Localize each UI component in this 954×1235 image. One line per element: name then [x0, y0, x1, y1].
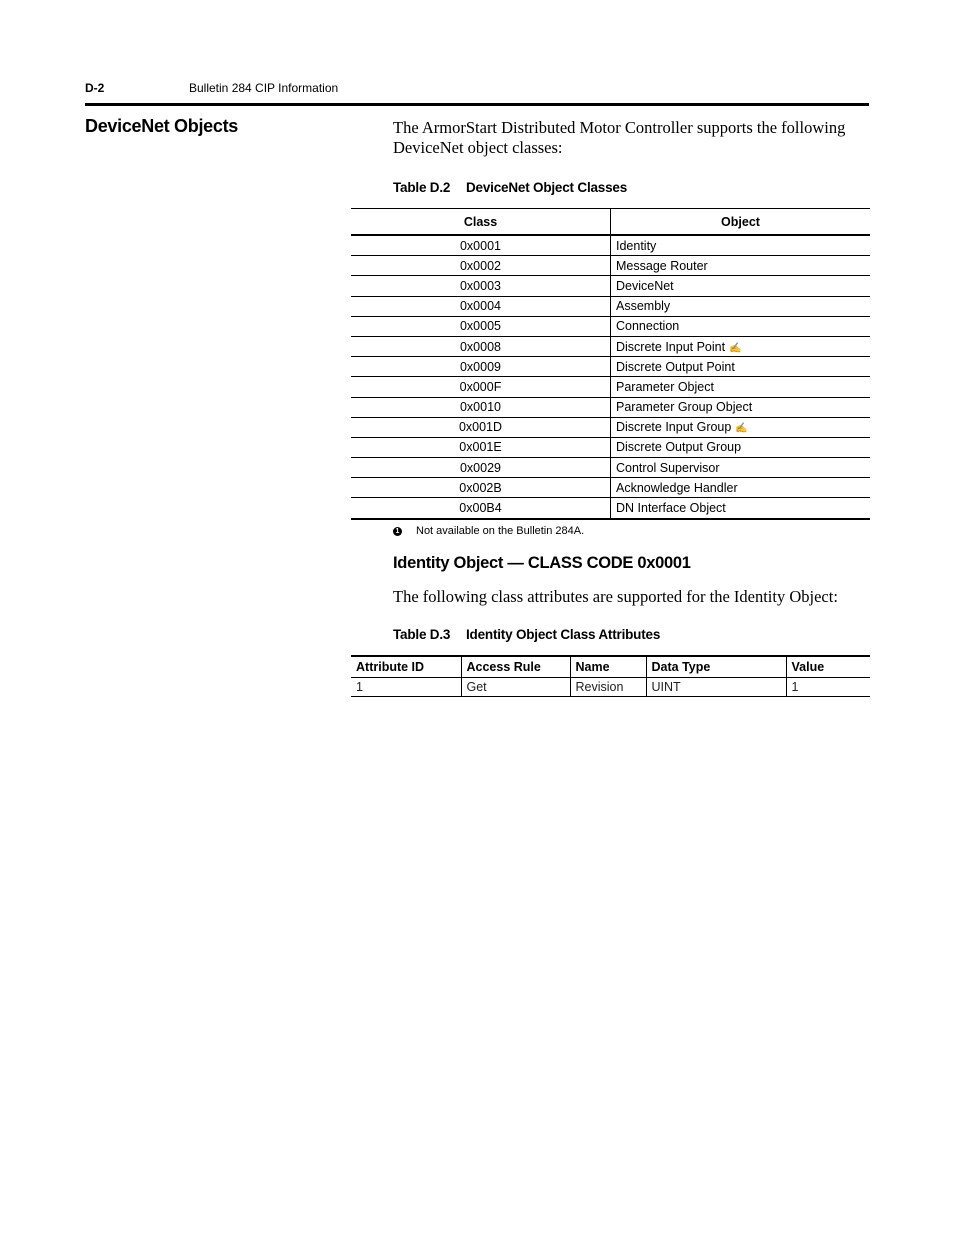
object-name-cell [611, 397, 871, 417]
object-name: Acknowledge Handler [616, 480, 738, 495]
note-pencil-icon: ✍ [729, 342, 742, 354]
identity-object-title: Identity Object — CLASS CODE 0x0001 [393, 554, 691, 572]
object-name: Assembly [616, 299, 671, 314]
object-name: Control Supervisor [616, 460, 720, 475]
class-code-cell: 0x0001 [351, 235, 611, 256]
intro-paragraph: The ArmorStart Distributed Motor Controller supports the following DeviceNet object classes: [393, 118, 846, 157]
class-code-cell: 0x0005 [351, 316, 611, 336]
table-row [351, 377, 870, 397]
class-code-cell: 0x0029 [351, 458, 611, 478]
object-name: Parameter Group Object [616, 400, 753, 415]
object-name-cell [611, 417, 871, 437]
object-name-cell [611, 458, 871, 478]
object-name: Discrete Output Group [616, 440, 742, 455]
table-d2-caption [393, 180, 627, 195]
table-row [351, 296, 870, 316]
object-classes-table [351, 208, 870, 520]
footnote-marker: 1 [393, 527, 402, 536]
table-d3-caption-number: Table D.3 [393, 627, 451, 642]
table-d2-caption-number: Table D.2 [393, 180, 451, 195]
table-row [351, 357, 870, 377]
attribute-id-cell: 1 [351, 678, 461, 697]
table-row [351, 235, 870, 256]
class-code-cell: 0x0002 [351, 256, 611, 276]
table-d3-caption [393, 627, 660, 642]
object-name: DeviceNet [616, 278, 674, 293]
table-row [351, 276, 870, 296]
class-code-cell: 0x0003 [351, 276, 611, 296]
column-header-class: Class [351, 209, 611, 236]
table-row [351, 678, 870, 697]
table-row [351, 316, 870, 336]
table-row [351, 478, 870, 498]
object-name: Discrete Output Point [616, 359, 735, 374]
class-code-cell: 0x001E [351, 437, 611, 457]
class-code-cell: 0x002B [351, 478, 611, 498]
class-code-cell: 0x00B4 [351, 498, 611, 519]
table-d3-caption-title: Identity Object Class Attributes [466, 627, 661, 642]
identity-attributes-table [351, 655, 870, 697]
object-name: Connection [616, 319, 680, 334]
footnote-text: Not available on the Bulletin 284A. [416, 525, 585, 537]
table-header-row [351, 656, 870, 678]
table-d2-footnote [393, 525, 584, 537]
object-name: DN Interface Object [616, 501, 726, 516]
class-code-cell: 0x000F [351, 377, 611, 397]
object-name-cell [611, 296, 871, 316]
object-name: Message Router [616, 258, 708, 273]
table-row [351, 256, 870, 276]
object-name-cell [611, 478, 871, 498]
page-header [85, 80, 869, 106]
column-header-value: Value [786, 656, 870, 678]
table-row [351, 458, 870, 478]
class-code-cell: 0x0010 [351, 397, 611, 417]
column-header-attribute-id: Attribute ID [351, 656, 461, 678]
running-title: Bulletin 284 CIP Information [189, 81, 339, 95]
object-name-cell [611, 377, 871, 397]
column-header-access-rule: Access Rule [461, 656, 570, 678]
object-name-cell [611, 235, 871, 256]
object-name-cell [611, 256, 871, 276]
note-pencil-icon: ✍ [735, 423, 748, 435]
object-name: Identity [616, 238, 657, 253]
column-header-name: Name [570, 656, 646, 678]
object-name-cell [611, 276, 871, 296]
object-name-cell [611, 357, 871, 377]
object-name: Discrete Input Group [616, 420, 732, 435]
table-header-row [351, 209, 870, 236]
class-code-cell: 0x001D [351, 417, 611, 437]
column-header-data-type: Data Type [646, 656, 786, 678]
object-name: Discrete Input Point [616, 339, 726, 354]
object-name: Parameter Object [616, 379, 714, 394]
name-cell: Revision [570, 678, 646, 697]
identity-paragraph: The following class attributes are supported for the Identity Object: [393, 587, 838, 606]
table-row [351, 417, 870, 437]
data-type-cell: UINT [646, 678, 786, 697]
table-row [351, 397, 870, 417]
value-cell: 1 [786, 678, 870, 697]
class-code-cell: 0x0009 [351, 357, 611, 377]
object-name-cell [611, 498, 871, 519]
access-rule-cell: Get [461, 678, 570, 697]
object-name-cell [611, 316, 871, 336]
class-code-cell: 0x0004 [351, 296, 611, 316]
table-d2-caption-title: DeviceNet Object Classes [466, 180, 628, 195]
table-row [351, 437, 870, 457]
class-code-cell: 0x0008 [351, 336, 611, 356]
table-row [351, 336, 870, 356]
table-row [351, 498, 870, 519]
column-header-object: Object [611, 209, 871, 236]
page-number: D-2 [85, 81, 105, 95]
object-name-cell [611, 437, 871, 457]
section-title: DeviceNet Objects [85, 116, 238, 136]
object-name-cell [611, 336, 871, 356]
